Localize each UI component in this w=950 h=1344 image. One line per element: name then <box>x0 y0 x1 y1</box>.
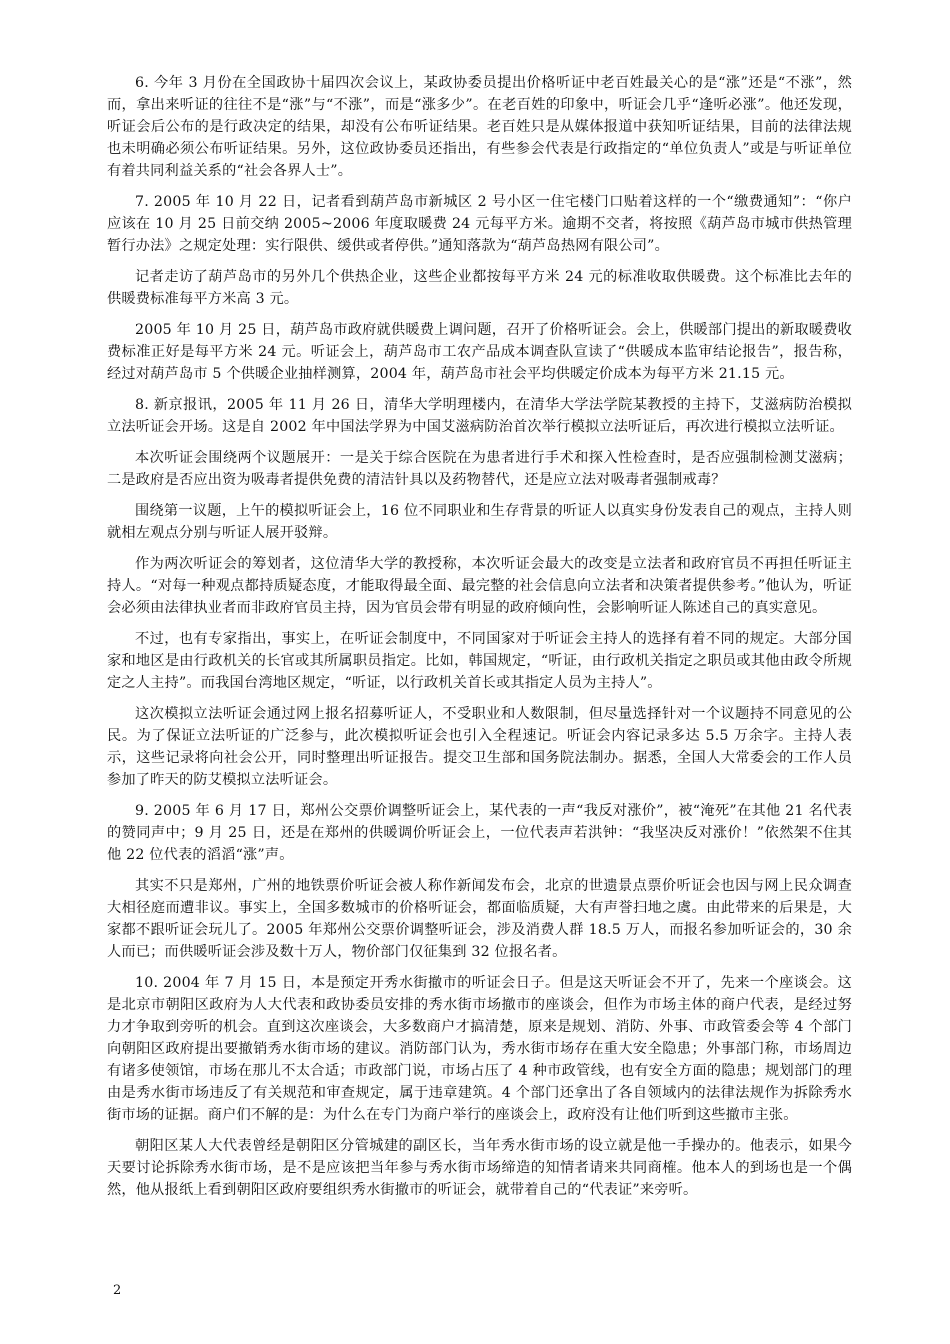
paragraph: 围绕第一议题，上午的模拟听证会上，16 位不同职业和生存背景的听证人以真实身份发表自己的观点，主持人则就相左观点分别与听证人展开驳辩。 <box>107 503 852 541</box>
paragraph-item-6: 6. 今年 3 月份在全国政协十届四次会议上，某政协委员提出价格听证中老百姓最关心的是“涨”还是“不涨”，然而，拿出来听证的往往不是“涨”与“不涨”，而是“涨多少”。在老百姓的印象中，听证会几乎“逢听必涨”。他还发现，听证会后公布的是行政决定的结果，却没有公布听证结果。老百姓只是从媒体报道中获知听证结果，目前的法律法规也未明确必须公布听证结果。另外，这位政协委员还指出，有些参会代表是行政指定的“单位负责人”或是与听证单位有着共同利益关系的“社会各界人士”。 <box>107 75 852 179</box>
paragraph: 朝阳区某人大代表曾经是朝阳区分管城建的副区长，当年秀水街市场的设立就是他一手操办的。他表示，如果今天要讨论拆除秀水街市场，是不是应该把当年参与秀水街市场缔造的知情者请来共同商榷。他本人的到场也是一个偶然，他从报纸上看到朝阳区政府要组织秀水街撤市的听证会，就带着自己的“代表证”来旁听。 <box>107 1138 852 1198</box>
paragraph: 这次模拟立法听证会通过网上报名招募听证人，不受职业和人数限制，但尽量选择针对一个议题持不同意见的公民。为了保证立法听证的广泛参与，此次模拟听证会也引入全程速记。听证会内容记录多达 5.5 万余字。主持人表示，这些记录将向社会公开，同时整理出听证报告。提交卫生部和国务院法制办。据悉，全国人大常委会的工作人员参加了昨天的防艾模拟立法听证会。 <box>107 706 852 788</box>
paragraph: 记者走访了葫芦岛市的另外几个供热企业，这些企业都按每平方米 24 元的标准收取供暖费。这个标准比去年的供暖费标准每平方米高 3 元。 <box>107 269 852 307</box>
paragraph-item-8: 8. 新京报讯，2005 年 11 月 26 日，清华大学明理楼内，在清华大学法学院某教授的主持下，艾滋病防治模拟立法听证会开场。这是自 2002 年中国法学界为中国艾滋病防治首次举行模拟立法听证后，再次进行模拟立法听证。 <box>107 397 852 435</box>
page-number: 2 <box>113 1283 122 1298</box>
paragraph: 2005 年 10 月 25 日，葫芦岛市政府就供暖费上调问题，召开了价格听证会。会上，供暖部门提出的新取暖费收费标准正好是每平方米 24 元。听证会上，葫芦岛市工农产品成本调查队宣读了“供暖成本监审结论报告”，报告称，经过对葫芦岛市 5 个供暖企业抽样测算，2004 年，葫芦岛市社会平均供暖定价成本为每平方米 21.15 元。 <box>107 322 852 382</box>
document-body <box>107 72 852 1210</box>
paragraph: 其实不只是郑州，广州的地铁票价听证会被人称作新闻发布会，北京的世遗景点票价听证会也因与网上民众调查大相径庭而遭非议。事实上，全国多数城市的价格听证会，都面临质疑，大有声誉扫地之虞。由此带来的后果是，大家都不跟听证会玩儿了。2005 年郑州公交票价调整听证会，涉及消费人群 18.5 万人，而报名参加听证会的，30 余人而已；而供暖听证会涉及数十万人，物价部门仅征集到 32 位报名者。 <box>107 878 852 960</box>
paragraph: 本次听证会围绕两个议题展开：一是关于综合医院在为患者进行手术和探入性检查时，是否应强制检测艾滋病；二是政府是否应出资为吸毒者提供免费的清洁针具以及药物替代，还是应立法对吸毒者强制戒毒？ <box>107 450 852 488</box>
paragraph-item-7: 7. 2005 年 10 月 22 日，记者看到葫芦岛市新城区 2 号小区一住宅楼门口贴着这样的一个“缴费通知”：“你户应该在 10 月 25 日前交纳 2005~2006 年度取暖费 24 元每平方米。逾期不交者，将按照《葫芦岛市城市供热管理暂行办法》之规定处理：实行限供、缓供或者停供。”通知落款为“葫芦岛热网有限公司”。 <box>107 194 852 254</box>
paragraph-item-9: 9. 2005 年 6 月 17 日，郑州公交票价调整听证会上，某代表的一声“我反对涨价”，被“淹死”在其他 21 名代表的赞同声中；9 月 25 日，还是在郑州的供暖调价听证会上，一位代表声若洪钟：“我坚决反对涨价！”依然架不住其他 22 位代表的滔滔“涨”声。 <box>107 803 852 863</box>
paragraph: 不过，也有专家指出，事实上，在听证会制度中，不同国家对于听证会主持人的选择有着不同的规定。大部分国家和地区是由行政机关的长官或其所属职员指定。比如，韩国规定，“听证，由行政机关指定之职员或其他由政令所规定之人主持”。而我国台湾地区规定，“听证，以行政机关首长或其指定人员为主持人”。 <box>107 631 852 691</box>
paragraph-item-10: 10. 2004 年 7 月 15 日，本是预定开秀水街撤市的听证会日子。但是这天听证会不开了，先来一个座谈会。这是北京市朝阳区政府为人大代表和政协委员安排的秀水街市场撤市的座谈会，但作为市场主体的商户代表，是经过努力才争取到旁听的机会。直到这次座谈会，大多数商户才搞清楚，原来是规划、消防、外事、市政管委会等 4 个部门向朝阳区政府提出要撤销秀水街市场的建议。消防部门认为，秀水街市场存在重大安全隐患；外事部门称，市场周边有诸多使领馆，市场在那儿不太合适；市政部门说，市场占压了 4 种市政管线，也有安全方面的隐患；规划部门的理由是秀水街市场违反了有关规范和审查规定，属于违章建筑。4 个部门还拿出了各自领域内的法律法规作为拆除秀水街市场的证据。商户们不解的是：为什么在专门为商户举行的座谈会上，政府没有让他们听到这些撤市主张。 <box>107 975 852 1123</box>
paragraph: 作为两次听证会的筹划者，这位清华大学的教授称，本次听证会最大的改变是立法者和政府官员不再担任听证主持人。“对每一种观点都持质疑态度，才能取得最全面、最完整的社会信息向立法者和决策者提供参考。”他认为，听证会必须由法律执业者而非政府官员主持，因为官员会带有明显的政府倾向性，会影响听证人陈述自己的真实意见。 <box>107 556 852 616</box>
